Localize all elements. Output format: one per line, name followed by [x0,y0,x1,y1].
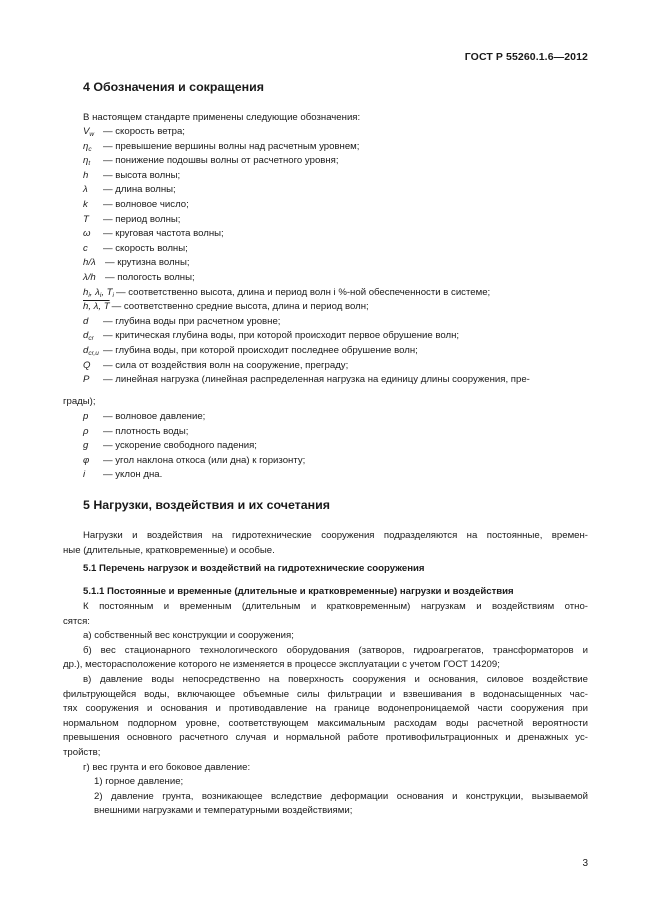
symbol-row [83,242,588,257]
symbol [83,125,103,140]
symbol [83,198,103,213]
symbol-text: λ/h [83,271,96,283]
subscript: cr [88,335,94,343]
symbol-text: c [83,242,88,254]
symbol-row [83,454,588,469]
symbol [83,315,103,330]
symbol-p-wrap: грады); [63,396,96,407]
symbol-description: — критическая глубина воды, при которой происходит первое обрушение волн; [103,330,460,342]
text-line: превышения основного расчетного случая и нормальной работе противофильтрационных и дренажных ус- [63,732,588,744]
symbol-row [83,227,588,242]
list-item-b: б) вес стационарного технологического оборудования (затворов, гидроагрегатов, трансформаторов и [83,644,588,656]
text-line: Нагрузки и воздействия на гидротехнические сооружения подразделяются на постоянные, времен- [83,530,588,541]
symbol-text: h [83,286,89,298]
symbol-description: — сила от воздействия волн на сооружение, преграду; [103,359,349,371]
subscript: i [112,291,114,299]
list-item-v: в) давление воды непосредственно на поверхность сооружения и основания, силовое воздействие [83,673,588,685]
symbol-text: Q [83,359,91,371]
symbol-text: k [83,198,88,210]
symbol [83,300,110,315]
symbol-row [83,329,588,344]
text-line: сятся: [63,615,90,627]
symbol-description: — скорость ветра; [103,126,185,137]
symbol [83,373,103,388]
symbol-text: λ [83,184,88,196]
symbol: i [83,469,86,481]
text-line: тройств; [63,746,101,758]
symbol-description: — крутизна волны; [105,257,190,269]
symbol-row [83,300,588,315]
symbol: ρ [83,425,89,437]
symbol [83,359,103,374]
symbol-list [83,125,588,388]
symbol-row [83,154,588,169]
symbol-row [83,344,588,359]
symbol-text: P [83,374,90,386]
symbol-text: T [83,213,89,225]
symbol-description: — период волны; [103,213,181,225]
text-line: внешними нагрузками и температурными воздействиями; [94,805,353,817]
symbol-row [83,169,588,184]
symbol-description: — длина волны; [103,184,176,196]
page-number: 3 [582,858,588,869]
subscript: w [89,131,95,138]
symbol-description: — соответственно высота, длина и период волн i %-ной обеспеченности в системе; [115,286,491,298]
symbol-description: — уклон дна. [103,469,163,481]
symbol-text: η [83,140,89,152]
symbol-description: — высота волны; [103,169,181,181]
symbol: g [83,440,89,452]
sub-item-1: 1) горное давление; [94,776,184,788]
symbol-row [83,256,588,271]
symbol-list-2 [83,410,588,483]
symbol-row [83,198,588,213]
document-code: ГОСТ Р 55260.1.6—2012 [464,51,588,63]
symbol-text: d [83,330,89,342]
symbol-row [83,125,588,140]
symbol-text: η [83,155,89,167]
symbol-row [83,410,588,425]
text-line: фильтрующейся воды, включающее объемные силы фильтрации и взвешивания в водонасыщенных час- [63,688,588,700]
symbol-text: V [83,126,90,137]
symbol-row [83,271,588,286]
symbol-description: — пологость волны; [105,271,195,283]
loads-list [63,600,588,819]
symbol-text: , λ [89,286,100,298]
symbol-description: — круговая частота волны; [103,228,224,240]
symbol: p [83,411,89,422]
symbol-description: — линейная нагрузка (линейная распределенная нагрузка на единицу длины сооружения, пре- [103,374,530,386]
symbol [83,329,103,344]
sub-item-2: 2) давление грунта, возникающее вследствие деформации основания и конструкции, вызываемой [94,790,588,802]
symbol [83,256,103,271]
subsection-5-1-1-title: 5.1.1 Постоянные и временные (длительные и кратковременные) нагрузки и воздействия [83,586,514,597]
symbol-row [83,468,588,483]
symbol-text: , T [101,286,113,298]
list-item-g: г) вес грунта и его боковое давление: [83,761,251,773]
section-4-intro: В настоящем стандарте применены следующие обозначения: [83,112,361,123]
symbol-description: — волновое число; [103,198,189,210]
text-line: тях сооружения и основания и противодавление на границе водонепроницаемой части сооружения при [63,703,588,715]
section-4-title: 4 Обозначения и сокращения [83,80,264,94]
symbol-row [83,183,588,198]
subscript: t [88,160,91,168]
subscript: cr,u [88,349,99,357]
symbol-description: — волновое давление; [103,411,206,422]
symbol [83,242,103,257]
symbol-description: — превышение вершины волны над расчетным уровнем; [103,140,360,152]
symbol [83,140,103,155]
symbol-text: d [83,344,89,356]
list-item-a: а) собственный вес конструкции и сооружения; [83,630,294,642]
symbol-row [83,315,588,330]
text-line: ные (длительные, кратковременные) и особые. [63,544,275,556]
section-5-paragraph [63,529,588,558]
symbol [83,183,103,198]
symbol-description: — понижение подошвы волны от расчетного уровня; [103,155,339,167]
symbol [83,154,103,169]
symbol-description: — глубина воды при расчетном уровне; [103,315,281,327]
symbol-description: — плотность воды; [103,425,189,437]
symbol [83,271,103,286]
text-line: К постоянным и временным (длительным и кратковременным) нагрузкам и воздействиям отно- [83,601,588,612]
symbol-description: — соответственно средние высота, длина и период волн; [111,301,369,313]
section-5-title: 5 Нагрузки, воздействия и их сочетания [83,498,330,512]
symbol-row [83,213,588,228]
text-line: нормальном подпорном уровне, соответствующем максимальным расходам воды расчетной вероятности [63,717,588,729]
symbol-description: — скорость волны; [103,242,188,254]
symbol-text: ω [83,228,91,240]
symbol-text: h/λ [83,257,96,269]
symbol [83,286,114,301]
symbol-overline: h, λ, T [83,301,110,313]
symbol-row [83,425,588,440]
symbol-row [83,373,588,388]
symbol [83,344,103,359]
subscript: i [99,291,102,299]
subscript: i [88,291,90,299]
symbol [83,227,103,242]
symbol-description: — глубина воды, при которой происходит последнее обрушение волн; [103,344,418,356]
subsection-5-1-title: 5.1 Перечень нагрузок и воздействий на гидротехнические сооружения [83,563,425,574]
symbol-row [83,359,588,374]
symbol-text: d [83,315,89,327]
symbol [83,169,103,184]
symbol-description: — угол наклона откоса (или дна) к горизонту; [103,454,306,466]
text-line: др.), месторасположение которого не изменяется в процессе эксплуатации с учетом ГОСТ 14209; [63,659,500,671]
symbol-description: — ускорение свободного падения; [103,440,257,452]
subscript: c [88,145,92,153]
symbol-text: h [83,169,89,181]
symbol-row [83,286,588,301]
symbol-row [83,140,588,155]
symbol: φ [83,454,90,466]
symbol-row [83,439,588,454]
symbol [83,213,103,228]
